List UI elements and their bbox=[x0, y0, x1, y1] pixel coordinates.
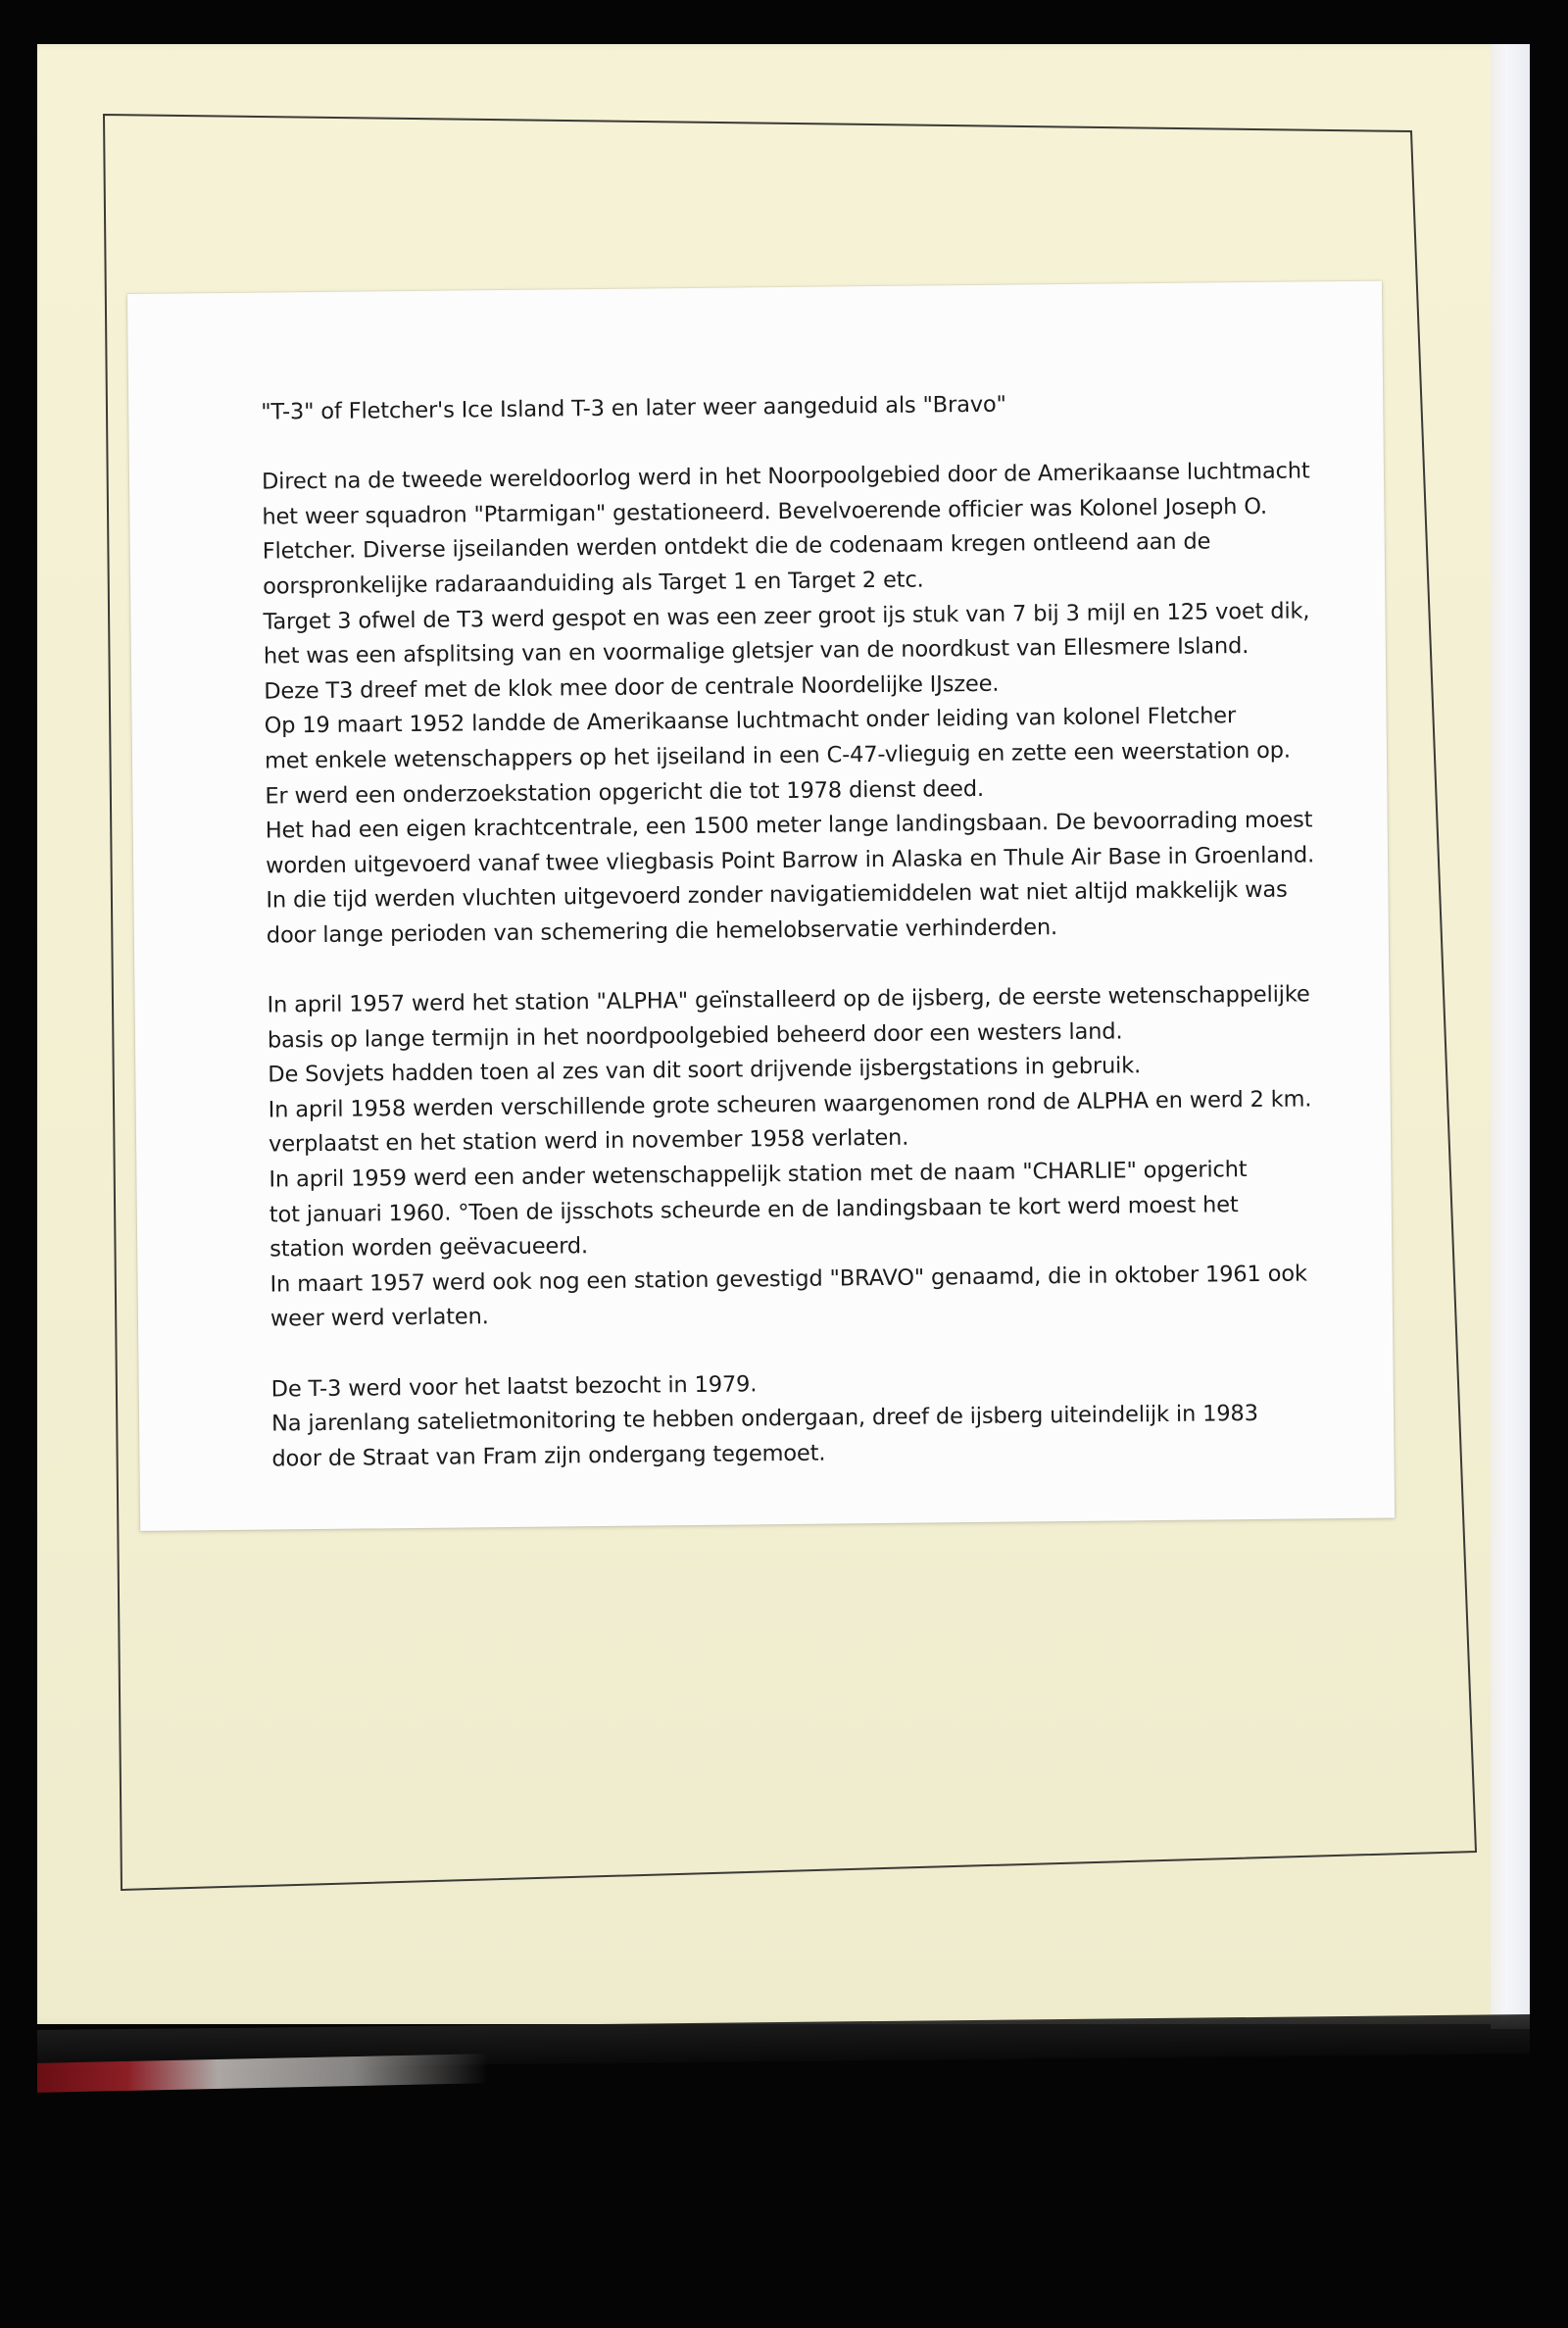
text-line: met enkele wetenschappers op het ijseiland in een C-47-vlieguig en zette een weerstation op. bbox=[264, 737, 1291, 774]
text-line: In april 1959 werd een ander wetenschappelijk station met de naam "CHARLIE" opgericht bbox=[269, 1157, 1248, 1193]
text-line: Na jarenlang satelietmonitoring te hebben ondergaan, dreef de ijsberg uiteindelijk in 1983 bbox=[270, 1401, 1258, 1437]
text-line: De Sovjets hadden toen al zes van dit soort drijvende ijsbergstations in gebruik. bbox=[268, 1053, 1142, 1088]
text-line: Fletcher. Diverse ijseilanden werden ontdekt die de codenaam kregen ontleend aan de bbox=[262, 528, 1211, 565]
paragraph-3 bbox=[271, 1361, 1370, 1477]
text-line: In die tijd werden vluchten uitgevoerd zonder navigatiemiddelen wat niet altijd makkelijk was bbox=[266, 876, 1288, 914]
text-line: het weer squadron "Ptarmigan" gestationeerd. Bevelvoerende officier was Kolonel Joseph O. bbox=[262, 493, 1268, 530]
document-title: "T-3" of Fletcher's Ice Island T-3 en later weer aangeduid als "Bravo" bbox=[261, 391, 1006, 425]
paragraph-1 bbox=[262, 454, 1364, 954]
text-line: basis op lange termijn in het noordpoolgebied beheerd door een westers land. bbox=[267, 1018, 1123, 1054]
text-sheet bbox=[127, 281, 1395, 1531]
text-line: door lange perioden van schemering die hemelobservatie verhinderden. bbox=[266, 915, 1058, 949]
text-line: In maart 1957 werd ook nog een station gevestigd "BRAVO" genaamd, die in oktober 1961 ook bbox=[270, 1261, 1307, 1298]
album-page-edge bbox=[1491, 44, 1530, 2029]
text-line: door de Straat van Fram zijn ondergang tegemoet. bbox=[271, 1440, 826, 1472]
text-line: station worden geëvacueerd. bbox=[270, 1233, 589, 1263]
text-line: weer werd verlaten. bbox=[270, 1304, 489, 1332]
text-line: In april 1958 werden verschillende grote scheuren waargenomen rond de ALPHA en werd 2 km. bbox=[268, 1086, 1312, 1123]
text-line: Het had een eigen krachtcentrale, een 1500 meter lange landingsbaan. De bevoorrading moest bbox=[265, 807, 1313, 844]
text-line: De T-3 werd voor het laatst bezocht in 1979. bbox=[270, 1370, 758, 1403]
text-line: Direct na de tweede wereldoorlog werd in het Noorpoolgebied door de Amerikaanse luchtmacht bbox=[261, 458, 1310, 495]
text-line: In april 1957 werd het station "ALPHA" geïnstalleerd op de ijsberg, de eerste wetenschappelijke bbox=[267, 981, 1310, 1018]
document-body bbox=[261, 384, 1369, 1477]
paragraph-2 bbox=[267, 977, 1368, 1338]
text-line: verplaatst en het station werd in november 1958 verlaten. bbox=[268, 1125, 909, 1159]
text-line: Er werd een onderzoekstation opgericht die tot 1978 dienst deed. bbox=[265, 775, 985, 810]
text-line: het was een afsplitsing van en voormalige gletsjer van de noordkust van Ellesmere Island. bbox=[263, 633, 1250, 669]
text-line: Target 3 ofwel de T3 werd gespot en was een zeer groot ijs stuk van 7 bij 3 mijl en 125 voet dik, bbox=[263, 597, 1310, 635]
text-line: Op 19 maart 1952 landde de Amerikaanse luchtmacht onder leiding van kolonel Fletcher bbox=[264, 703, 1237, 739]
text-line: Deze T3 dreef met de klok mee door de centrale Noordelijke IJszee. bbox=[264, 670, 1000, 705]
text-line: worden uitgevoerd vanaf twee vliegbasis Point Barrow in Alaska en Thule Air Base in Groenland. bbox=[265, 842, 1315, 879]
text-line: tot januari 1960. °Toen de ijsschots scheurde en de landingsbaan te kort werd moest het bbox=[269, 1191, 1239, 1228]
text-line: oorspronkelijke radaraanduiding als Target 1 en Target 2 etc. bbox=[262, 567, 924, 600]
